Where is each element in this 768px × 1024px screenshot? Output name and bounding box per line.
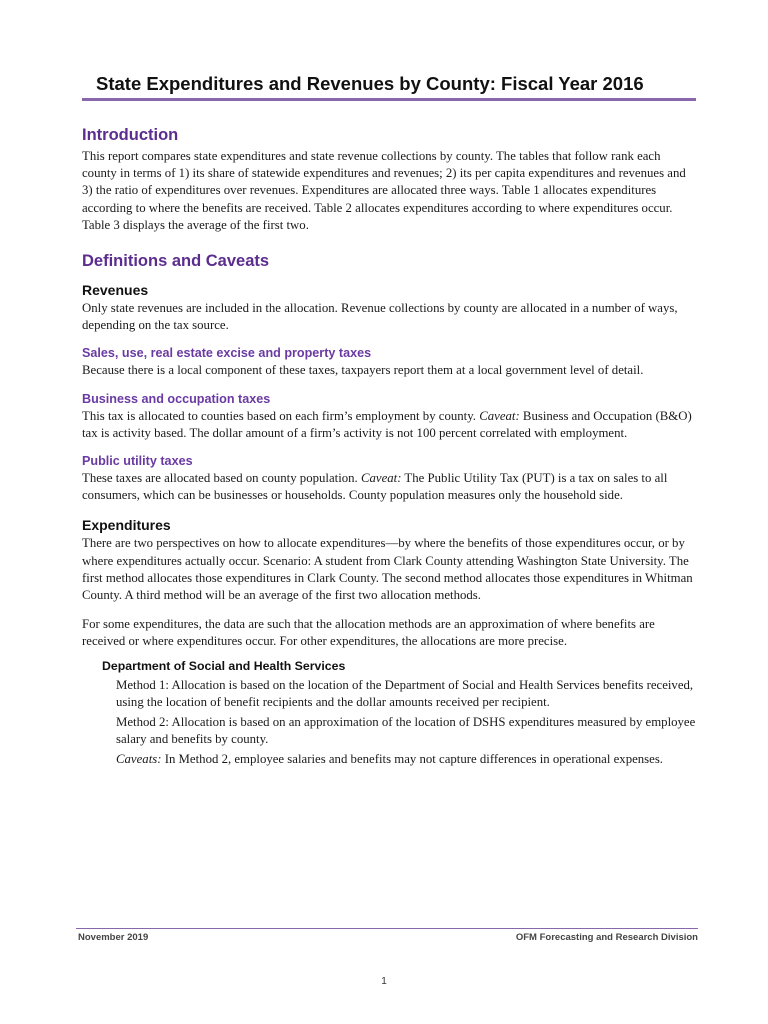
- bo-caveat-label: Caveat:: [479, 408, 520, 423]
- footer-division: OFM Forecasting and Research Division: [515, 932, 698, 943]
- introduction-paragraph: This report compares state expenditures and state revenue collections by county. The tables that follow rank each county in terms of 1) its share of statewide expenditures and revenues; 2) its per capita expenditures and revenues and 3) the ratio of expenditures over revenues. Expenditures are allocated three ways. Table 1 allocates expenditures according to where the benefits are received. Table 2 allocates expenditures according to where expenditures occur. Table 3 displays the average of the first two.: [82, 149, 686, 232]
- utility-tax-heading: Public utility taxes: [82, 454, 193, 469]
- expenditures-paragraph-2: For some expenditures, the data are such that the allocation methods are an approximation of where benefits are received or where expenditures occur. For other expenditures, the allocations are more precise.: [82, 617, 655, 649]
- utility-tax-text-end: The Public Utility Tax (PUT) is a tax on sales to all consumers, which can be businesses or households. County population measures only the household side.: [82, 471, 668, 503]
- bo-tax-heading: Business and occupation taxes: [82, 391, 271, 406]
- dshs-caveats-text: In Method 2, employee salaries and benefits may not capture differences in operational expenses.: [161, 752, 664, 767]
- bo-tax-text-end: Business and Occupation (B&O) tax is activity based. The dollar amount of a firm’s activity is not 100 percent correlated with employment.: [82, 408, 692, 440]
- expenditures-heading: Expenditures: [82, 517, 171, 534]
- dshs-method-2: Method 2: Allocation is based on an approximation of the location of DSHS expenditures measured by employee salary and benefits by county.: [116, 715, 696, 747]
- revenues-paragraph: Only state revenues are included in the allocation. Revenue collections by county are allocated in a number of ways, depending on the tax source.: [82, 301, 678, 333]
- dshs-caveats-label: Caveats:: [116, 752, 162, 767]
- title-rule: [82, 98, 696, 101]
- sales-tax-paragraph: Because there is a local component of these taxes, taxpayers report them at a local government level of detail.: [82, 363, 644, 378]
- document-title: State Expenditures and Revenues by County: Fiscal Year 2016: [96, 73, 644, 94]
- bo-tax-paragraph: [82, 408, 696, 442]
- footer-date: November 2019: [78, 932, 149, 943]
- page-number: 1: [381, 976, 387, 987]
- definitions-heading: Definitions and Caveats: [82, 252, 270, 271]
- sales-tax-heading: Sales, use, real estate excise and property taxes: [82, 346, 372, 361]
- dshs-method-1: Method 1: Allocation is based on the location of the Department of Social and Health Services benefits received, using the location of benefit recipients and the dollar amounts received per recipient.: [116, 677, 694, 709]
- footer-rule: [76, 928, 698, 929]
- document-body: [82, 112, 696, 769]
- introduction-heading: Introduction: [82, 126, 179, 144]
- utility-caveat-label: Caveat:: [360, 471, 402, 486]
- dshs-heading: Department of Social and Health Services: [102, 658, 346, 673]
- revenues-heading: Revenues: [82, 282, 149, 299]
- bo-tax-text-start: This tax is allocated to counties based on each firm’s employment by county.: [82, 408, 480, 423]
- utility-tax-text-start: These taxes are allocated based on county population.: [82, 471, 361, 486]
- dshs-caveats: [116, 751, 696, 768]
- expenditures-paragraph-1: There are two perspectives on how to allocate expenditures—by where the benefits of those expenditures occur, or by where expenditures actually occur. Scenario: A student from Clark County attending Washington State University. The first method allocates those expenditures in Clark County. The second method allocates those expenditures in Whitman County. A third method will be an average of the first two allocation methods.: [82, 536, 693, 603]
- utility-tax-paragraph: [82, 470, 696, 504]
